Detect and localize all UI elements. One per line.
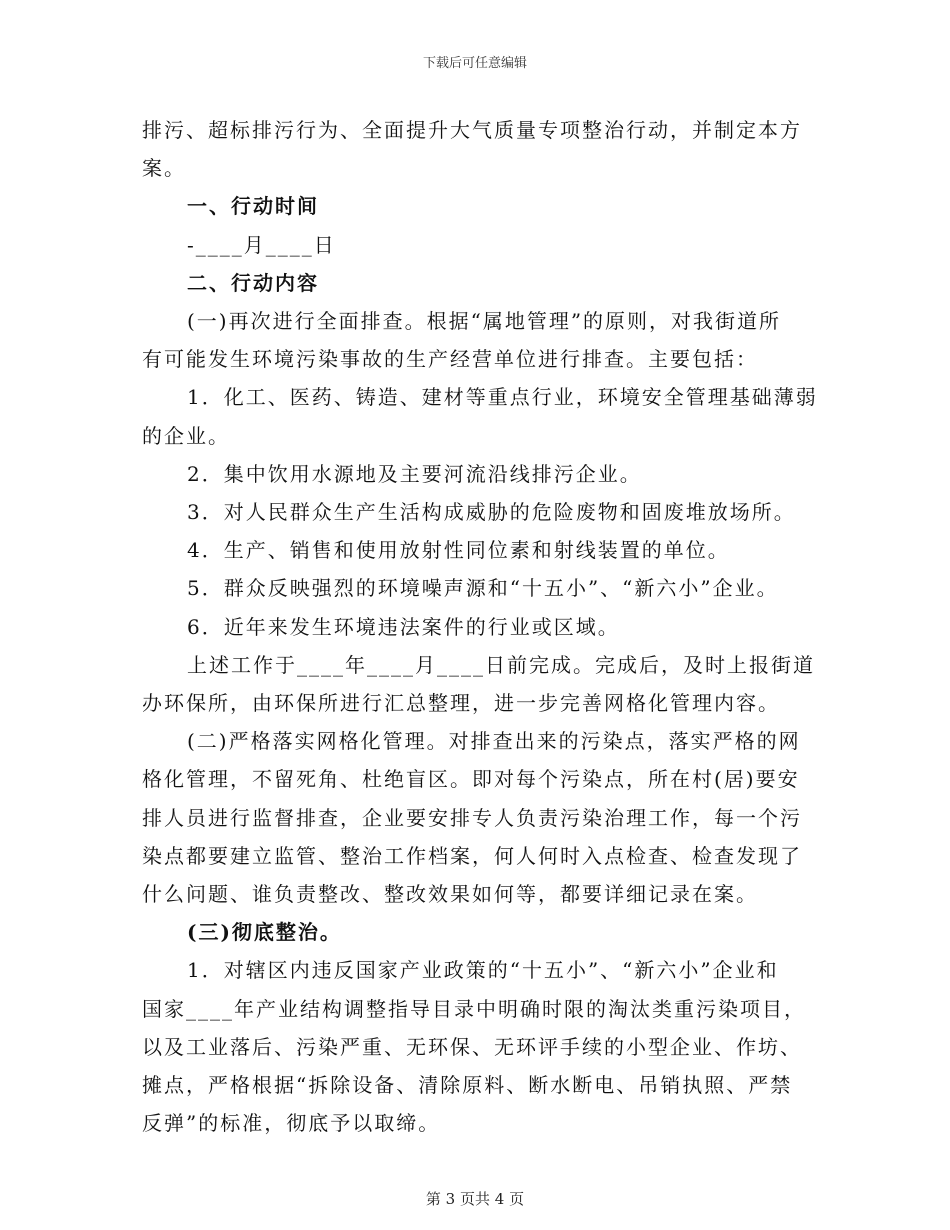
- text-line: (二)严格落实网格化管理。对排查出来的污染点，落实严格的网: [187, 729, 801, 754]
- text-line: 什么问题、谁负责整改、整改效果如何等，都要详细记录在案。: [142, 882, 758, 907]
- text-line: 案。: [142, 156, 186, 181]
- list-item: 6．近年来发生环境违法案件的行业或区域。: [187, 614, 620, 639]
- list-item: 1．对辖区内违反国家产业政策的“十五小”、“新六小”企业和: [187, 958, 779, 983]
- list-item: 3．对人民群众生产生活构成威胁的危险废物和固废堆放场所。: [187, 500, 796, 525]
- text-line: 上述工作于____年____月____日前完成。完成后，及时上报街道: [187, 652, 815, 677]
- section-heading: 一、行动时间: [187, 194, 319, 219]
- text-line: 染点都要建立监管、整治工作档案，何人何时入点检查、检查发现了: [142, 843, 802, 868]
- list-item: 1．化工、医药、铸造、建材等重点行业，环境安全管理基础薄弱: [187, 385, 818, 410]
- list-item: 4．生产、销售和使用放射性同位素和射线装置的单位。: [187, 538, 730, 563]
- text-line: 以及工业落后、污染严重、无环保、无环评手续的小型企业、作坊、: [142, 1034, 802, 1059]
- page-footer: 第 3 页共 4 页: [425, 1190, 525, 1208]
- text-line: 排污、超标排污行为、全面提升大气质量专项整治行动，并制定本方: [142, 118, 802, 142]
- text-line: 办环保所，由环保所进行汇总整理，进一步完善网格化管理内容。: [142, 691, 780, 716]
- text-line: (一)再次进行全面排查。根据“属地管理”的原则，对我街道所: [187, 309, 782, 334]
- text-line: 的企业。: [142, 423, 230, 448]
- text-line: 国家____年产业结构调整指导目录中明确时限的淘汰类重污染项目，: [142, 996, 806, 1021]
- document-body: [142, 111, 818, 1142]
- text-line: 格化管理，不留死角、杜绝盲区。即对每个污染点，所在村(居)要安: [142, 767, 800, 792]
- text-line: 摊点，严格根据“拆除设备、清除原料、断水断电、吊销执照、严禁: [142, 1073, 793, 1098]
- text-line: -____月____日: [187, 232, 336, 257]
- text-line: 排人员进行监督排查，企业要安排专人负责污染治理工作，每一个污: [142, 805, 802, 830]
- section-heading: 二、行动内容: [187, 270, 319, 295]
- list-item: 2．集中饮用水源地及主要河流沿线排污企业。: [187, 461, 642, 486]
- text-line: 有可能发生环境污染事故的生产经营单位进行排查。主要包括：: [142, 347, 758, 372]
- page-header: 下载后可任意编辑: [422, 56, 527, 71]
- section-heading: (三)彻底整治。: [187, 920, 342, 945]
- text-line: 反弹”的标准，彻底予以取缔。: [142, 1111, 441, 1136]
- list-item: 5．群众反映强烈的环境噪声源和“十五小”、“新六小”企业。: [187, 576, 779, 601]
